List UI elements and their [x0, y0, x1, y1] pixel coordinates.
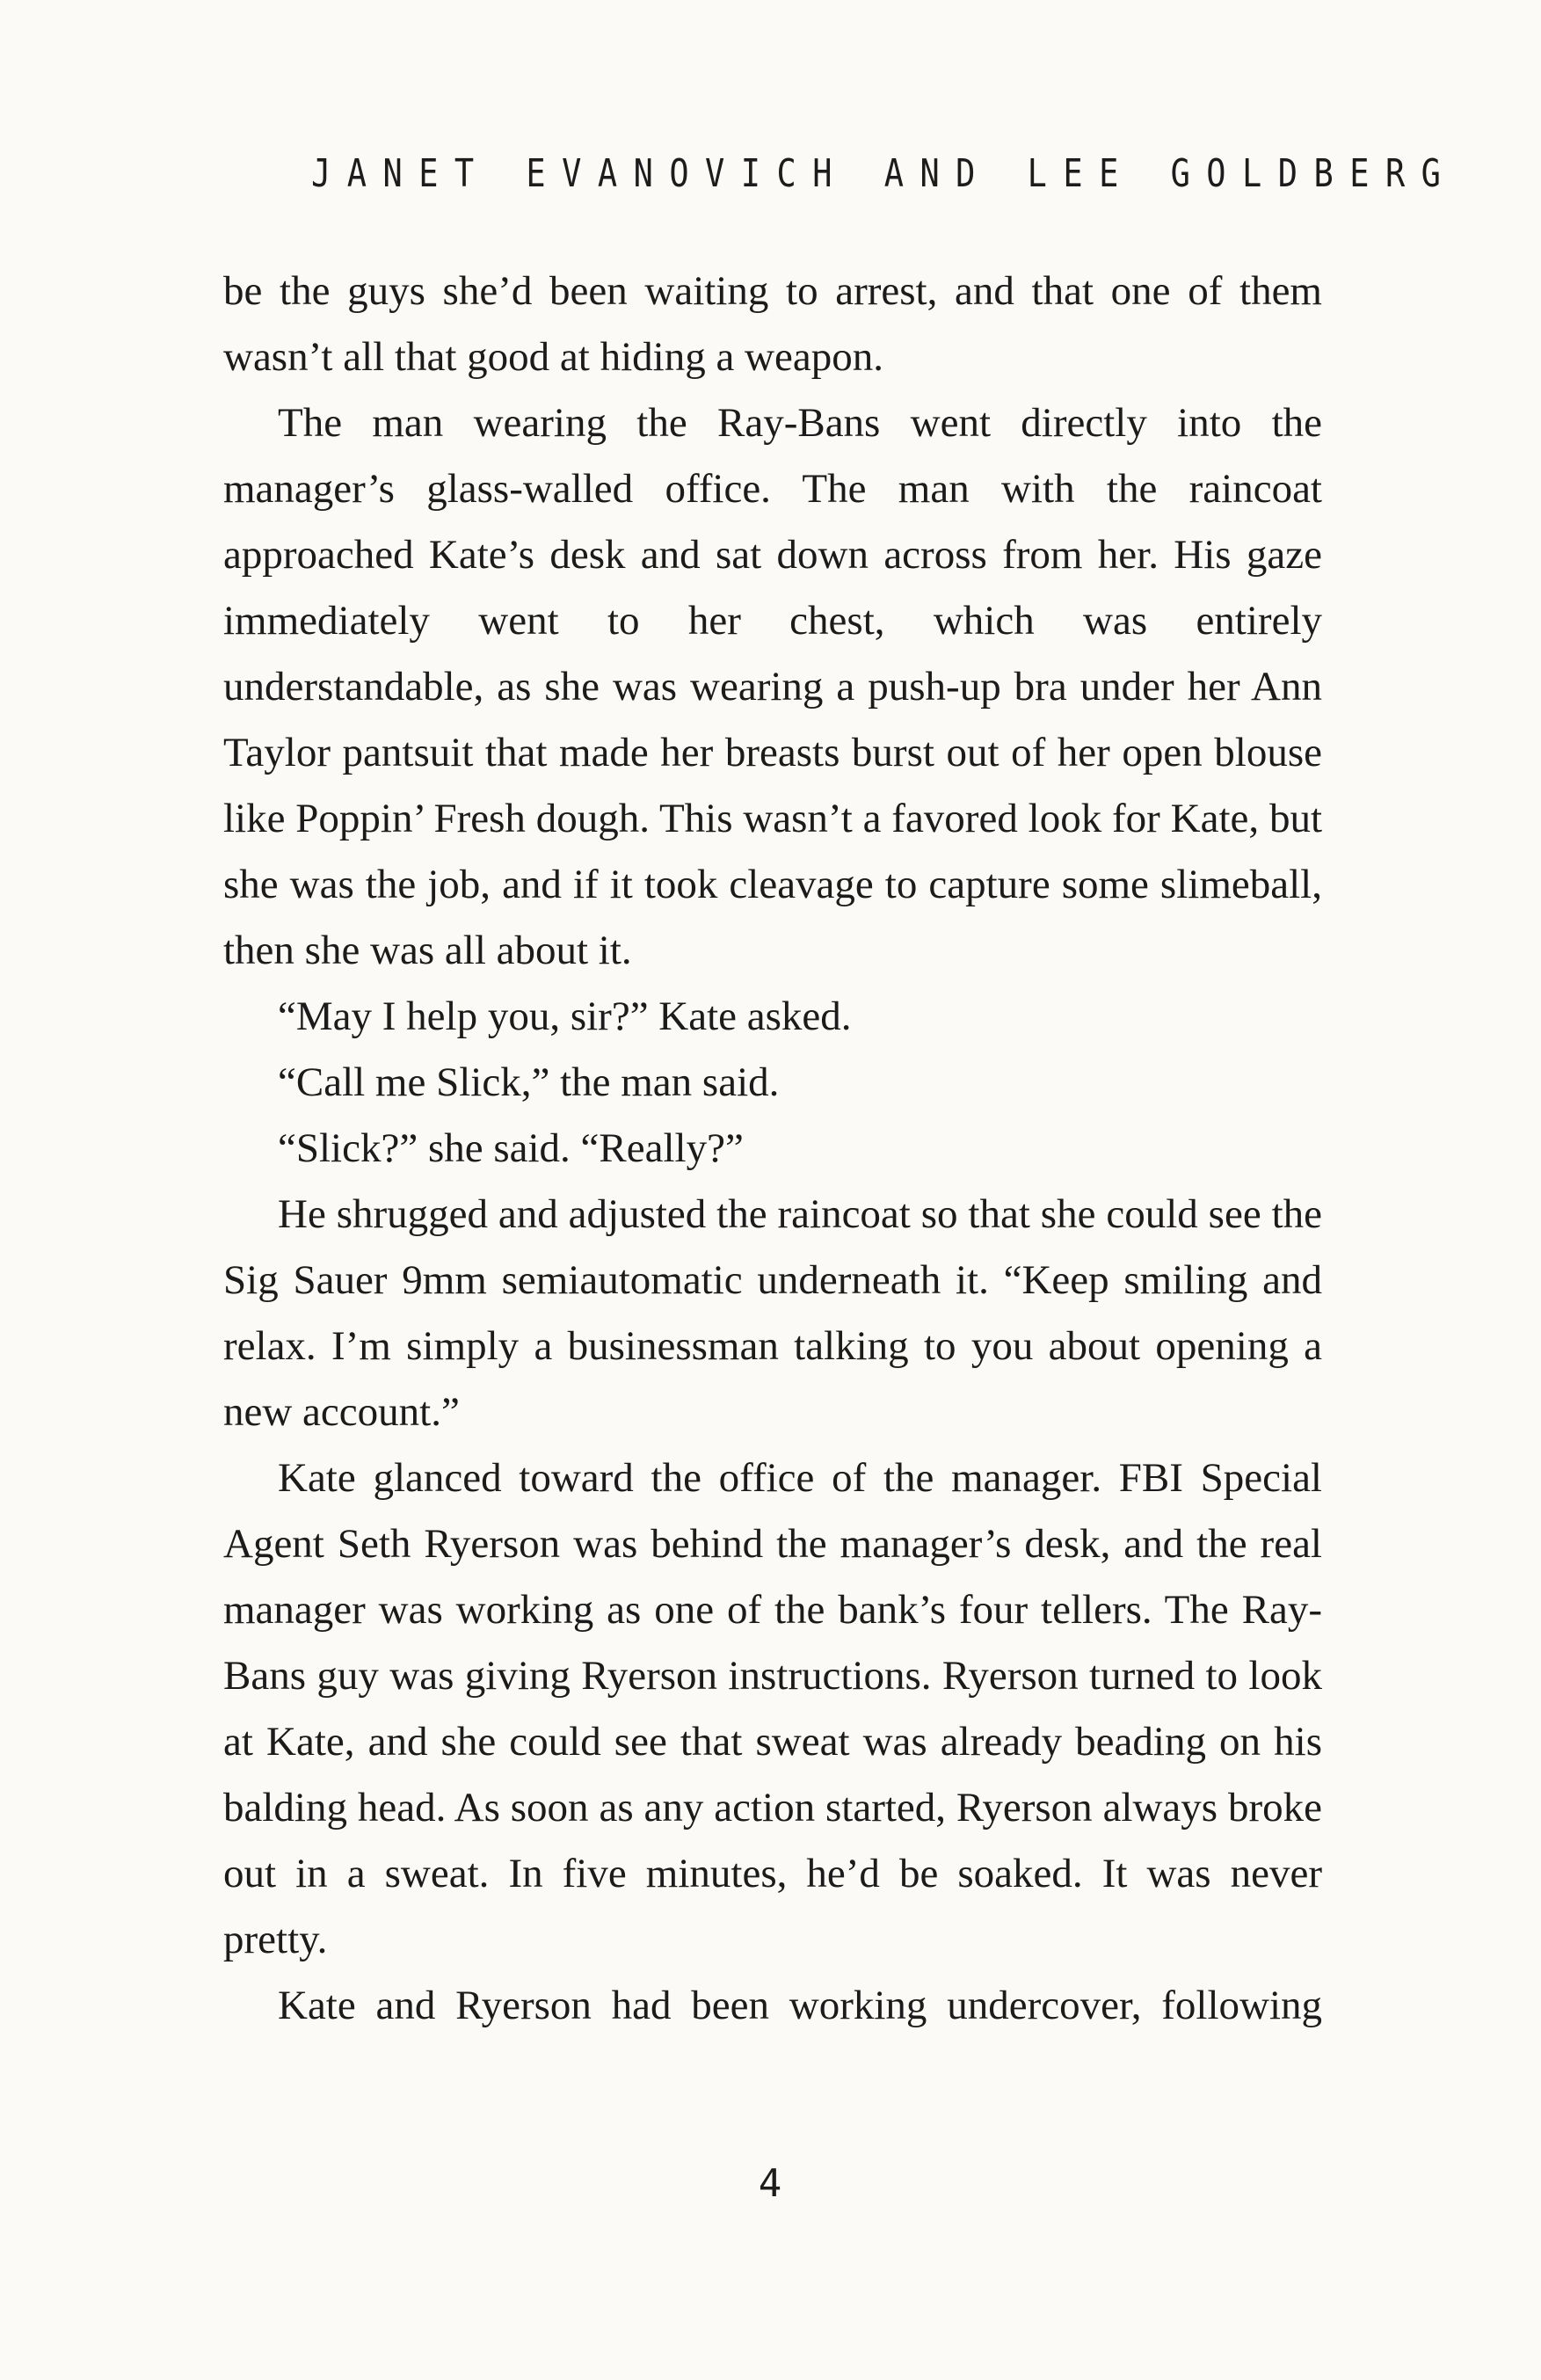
paragraph: “Call me Slick,” the man said.: [278, 1059, 780, 1105]
paragraph: The man wearing the Ray-Bans went directly into the manager’s glass-walled office. The man with the raincoat approached Kate’s desk and sat down across from her. His gaze immediately went to her chest, which was entirely understandable, as she was wearing a push-up bra under her Ann Taylor pantsuit that made her breasts burst out of her open blouse like Poppin’ Fresh dough. This wasn’t a favored look for Kate, but she was the job, and if it took cleavage to capture some slimeball, then she was all about it.: [223, 400, 1322, 973]
paragraph: “May I help you, sir?” Kate asked.: [278, 993, 852, 1039]
paragraph: Kate glanced toward the office of the manager. FBI Special Agent Seth Ryerson was behind the manager’s desk, and the real manager was working as one of the bank’s four tellers. The Ray-Bans guy was giving Ryerson instructions. Ryerson turned to look at Kate, and she could see that sweat was already beading on his balding head. As soon as any action started, Ryerson always broke out in a sweat. In five minutes, he’d be soaked. It was never pretty.: [223, 1455, 1322, 1962]
paragraph: Kate and Ryerson had been working undercover, following: [278, 1983, 1322, 2028]
body-text: [223, 258, 1322, 2039]
paragraph: “Slick?” she said. “Really?”: [278, 1125, 744, 1171]
paragraph: be the guys she’d been waiting to arrest, and that one of them wasn’t all that good at hiding a weapon.: [223, 268, 1322, 380]
paragraph: He shrugged and adjusted the raincoat so that she could see the Sig Sauer 9mm semiautomatic underneath it. “Keep smiling and relax. I’m simply a businessman talking to you about opening a new account.”: [223, 1191, 1322, 1435]
page-number: 4: [758, 2161, 782, 2206]
running-head: JANET EVANOVICH AND LEE GOLDBERG: [311, 151, 1457, 196]
